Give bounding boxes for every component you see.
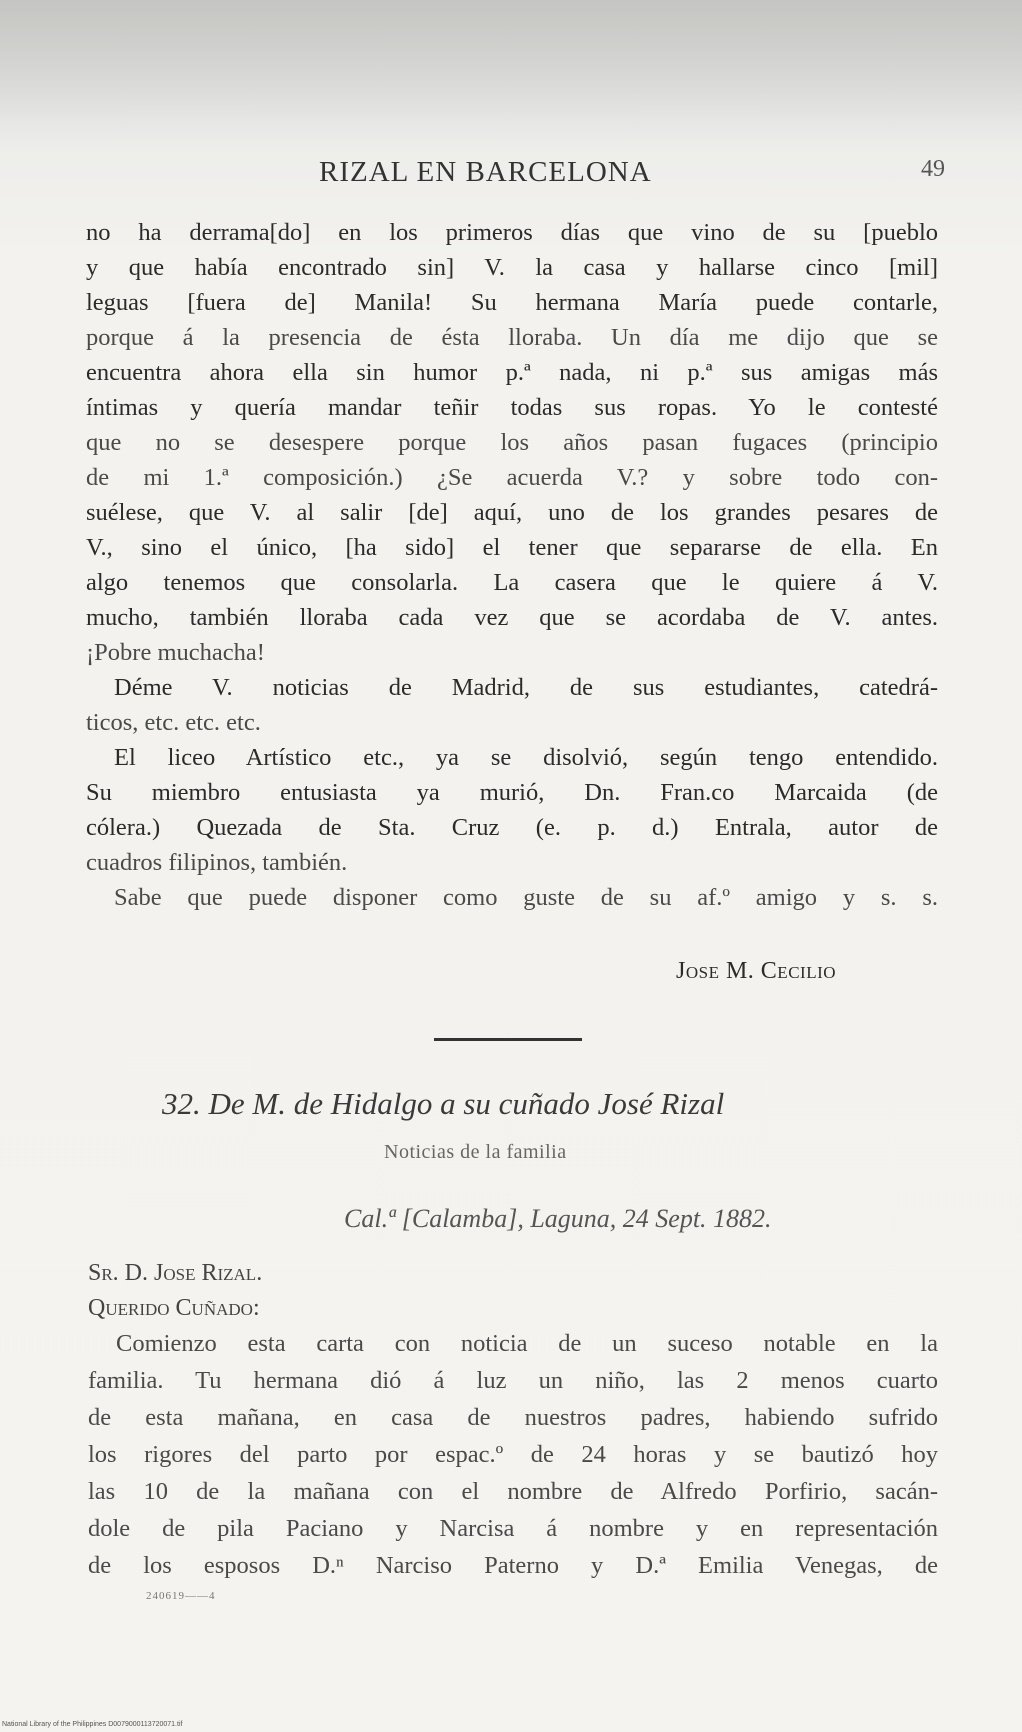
text-line: familia. Tu hermana dió á luz un niño, las 2 menos cuarto [88,1367,938,1394]
text-line: dole de pila Paciano y Narcisa á nombre y en representación [88,1515,938,1542]
text-line: Comienzo esta carta con noticia de un suceso notable en la [116,1330,938,1357]
letter-32-body [88,1325,938,1584]
plate-mark: 240619——4 [146,1590,216,1602]
page-header [85,156,945,196]
text-line: algo tenemos que consolarla. La casera que le quiere á V. [86,569,938,596]
greeting: Querido Cuñado: [88,1295,260,1321]
text-line: ticos, etc. etc. etc. [86,709,261,736]
letter-subheading: Noticias de la familia [384,1141,567,1163]
text-line: leguas [fuera de] Manila! Su hermana María puede contarle, [86,289,938,316]
section-divider [434,1038,582,1041]
text-line: los rigores del parto por espac.º de 24 horas y se bautizó hoy [88,1441,938,1468]
text-line: las 10 de la mañana con el nombre de Alfredo Porfirio, sacán- [88,1478,938,1505]
text-line: ¡Pobre muchacha! [86,639,265,666]
text-line: encuentra ahora ella sin humor p.ª nada, ni p.ª sus amigas más [86,359,938,386]
dateline: Cal.ª [Calamba], Laguna, 24 Sept. 1882. [344,1204,772,1233]
text-line: Sabe que puede disponer como guste de su af.º amigo y s. s. [114,884,938,911]
text-line: El liceo Artístico etc., ya se disolvió, según tengo entendido. [114,744,938,771]
text-line: y que había encontrado sin] V. la casa y hallarse cinco [mil] [86,254,938,281]
letter-heading: 32. De M. de Hidalgo a su cuñado José Rizal [162,1086,725,1121]
text-line: no ha derrama[do] en los primeros días que vino de su [pueblo [86,219,938,246]
text-line: de mi 1.ª composición.) ¿Se acuerda V.? y sobre todo con- [86,464,938,491]
text-line: de esta mañana, en casa de nuestros padres, habiendo sufrido [88,1404,938,1431]
text-line: que no se desespere porque los años pasan fugaces (principio [86,429,938,456]
scan-shadow [0,0,1022,150]
text-line: V., sino el único, [ha sido] el tener que separarse de ella. En [86,534,938,561]
text-line: porque á la presencia de ésta lloraba. Un día me dijo que se [86,324,938,351]
text-line: Su miembro entusiasta ya murió, Dn. Fran.co Marcaida (de [86,779,938,806]
running-title: RIZAL EN BARCELONA [319,156,652,188]
text-line: íntimas y quería mandar teñir todas sus ropas. Yo le contesté [86,394,938,421]
text-line: Déme V. noticias de Madrid, de sus estudiantes, catedrá- [114,674,938,701]
letter-31-body [86,215,938,915]
text-line: cólera.) Quezada de Sta. Cruz (e. p. d.) Entrala, autor de [86,814,938,841]
salutation: Sr. D. Jose Rizal. [88,1260,263,1286]
text-line: cuadros filipinos, también. [86,849,348,876]
text-line: mucho, también lloraba cada vez que se acordaba de V. antes. [86,604,938,631]
page-number: 49 [921,156,945,182]
signature: Jose M. Cecilio [676,958,837,984]
text-line: de los esposos D.ⁿ Narciso Paterno y D.ª Emilia Venegas, de [88,1552,938,1579]
footer-credit: National Library of the Philippines D0079000113720071.tif [2,1721,183,1728]
text-line: suélese, que V. al salir [de] aquí, uno de los grandes pesares de [86,499,938,526]
